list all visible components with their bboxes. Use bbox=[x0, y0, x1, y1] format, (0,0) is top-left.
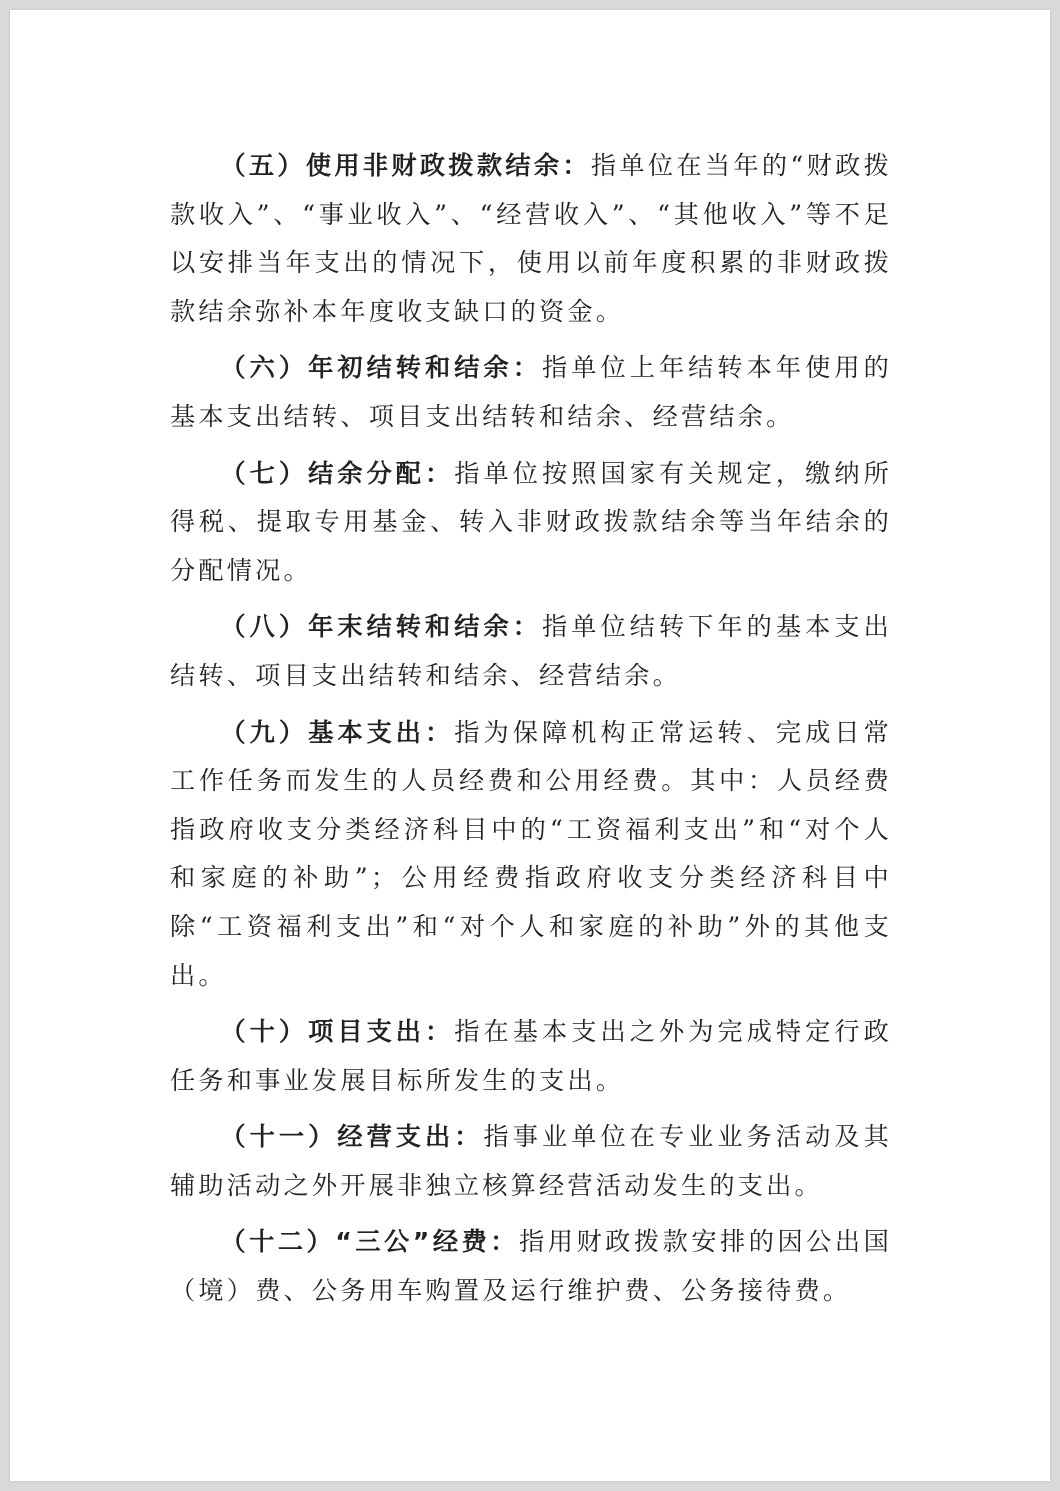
paragraph-11 bbox=[170, 1113, 892, 1210]
paragraph-6 bbox=[170, 344, 892, 441]
term-heading: （九）基本支出： bbox=[220, 717, 455, 747]
term-definition: 指单位结转下年的基本支出结转、项目支出结转和结余、经营结余。 bbox=[170, 612, 892, 690]
term-heading: （八）年末结转和结余： bbox=[220, 612, 542, 642]
term-definition: 指在基本支出之外为完成特定行政任务和事业发展目标所发生的支出。 bbox=[170, 1017, 893, 1095]
term-definition: 指单位按照国家有关规定，缴纳所得税、提取专用基金、转入非财政拨款结余等当年结余的分配情况。 bbox=[170, 458, 893, 585]
paragraph-12 bbox=[170, 1218, 892, 1315]
paragraph-7 bbox=[170, 450, 892, 596]
term-definition: 指单位上年结转本年使用的基本支出结转、项目支出结转和结余、经营结余。 bbox=[170, 353, 892, 431]
term-definition: 指用财政拨款安排的因公出国（境）费、公务用车购置及运行维护费、公务接待费。 bbox=[170, 1227, 892, 1306]
term-heading: （五）使用非财政拨款结余： bbox=[220, 151, 591, 180]
paragraph-8 bbox=[170, 603, 892, 700]
term-definition: 指为保障机构正常运转、完成日常工作任务而发生的人员经费和公用经费。其中：人员经费指政府收支分类经济科目中的“工资福利支出”和“对个人和家庭的补助”；公用经费指政府收支分类经济科目中除“工资福利支出”和“对个人和家庭的补助”外的其他支出。 bbox=[170, 717, 893, 990]
term-definition: 指事业单位在专业业务活动及其辅助活动之外开展非独立核算经营活动发生的支出。 bbox=[170, 1122, 892, 1200]
term-definition: 指单位在当年的“财政拨款收入”、“事业收入”、“经营收入”、“其他收入”等不足以安排当年支出的情况下，使用以前年度积累的非财政拨款结余弥补本年度收支缺口的资金。 bbox=[170, 151, 892, 326]
term-heading: （十）项目支出： bbox=[220, 1017, 455, 1047]
document-body bbox=[170, 142, 892, 1324]
term-heading: （六）年初结转和结余： bbox=[220, 353, 542, 383]
paragraph-10 bbox=[170, 1008, 892, 1105]
term-heading: （七）结余分配： bbox=[220, 458, 455, 488]
paragraph-9 bbox=[170, 709, 892, 1001]
term-heading: （十一）经营支出： bbox=[220, 1122, 484, 1152]
term-heading: （十二）“三公”经费： bbox=[220, 1227, 520, 1257]
paragraph-5 bbox=[170, 142, 892, 336]
document-page bbox=[10, 10, 1050, 1481]
